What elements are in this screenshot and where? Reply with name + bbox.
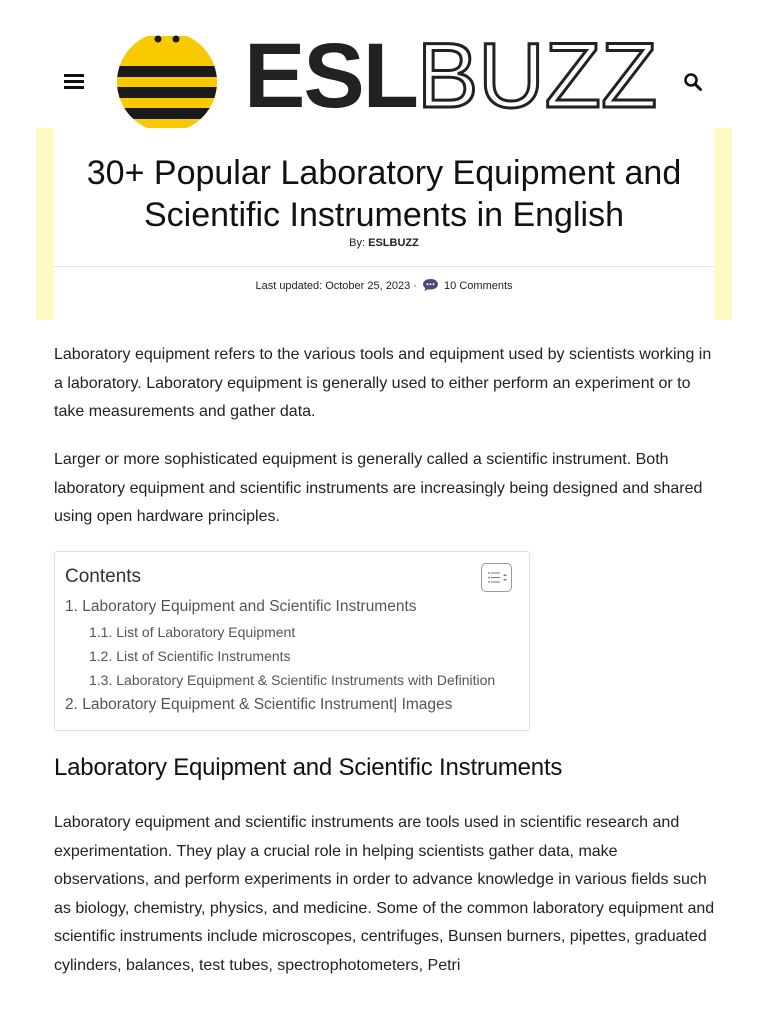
- toc-link[interactable]: 1.1. List of Laboratory Equipment: [89, 624, 296, 640]
- intro-paragraph-2: Larger or more sophisticated equipment is generally called a scientific instrument. Both laboratory equipment and scientific instruments are increasingly being designed and shared using open hardware principles.: [54, 451, 703, 525]
- logo-buzz-text: BUZZ: [416, 25, 658, 127]
- section-heading: Laboratory Equipment and Scientific Instruments: [54, 754, 563, 781]
- table-of-contents: [54, 551, 530, 731]
- post-title-line1: 30+ Popular Laboratory Equipment and: [86, 154, 682, 192]
- toc-title: Contents: [65, 566, 142, 587]
- byline: [54, 237, 714, 249]
- divider: [54, 266, 714, 267]
- toc-link[interactable]: 2. Laboratory Equipment & Scientific Instrument| Images: [65, 696, 453, 713]
- post-header: [54, 128, 714, 320]
- bee-logo-icon[interactable]: [117, 30, 217, 128]
- toc-link[interactable]: 1.2. List of Scientific Instruments: [89, 648, 291, 664]
- site-logo-wordmark[interactable]: [244, 25, 658, 127]
- post-title: [54, 152, 714, 236]
- author-link[interactable]: ESLBUZZ: [368, 237, 419, 249]
- section-paragraph-1: Laboratory equipment and scientific instruments are tools used in scientific research and experimentation. They play a crucial role in helping scientists gather data, make observations, and perform experiments in order to advance knowledge in various fields such as biology, chemistry, physics, and medicine. Some of the common laboratory equipment and scientific instruments include microscopes, centrifuges, Bunsen burners, pipettes, graduated cylinders, balances, test tubes, spectrophotometers, Petri: [54, 814, 715, 974]
- list-toggle-icon: [482, 564, 511, 591]
- comment-bubble-icon: [422, 278, 439, 292]
- site-header: [0, 0, 768, 128]
- search-icon[interactable]: [683, 72, 703, 92]
- hamburger-menu-icon[interactable]: [64, 74, 84, 92]
- toc-toggle-button[interactable]: [481, 563, 512, 592]
- byline-prefix: By:: [349, 237, 366, 249]
- post-title-line2: Scientific Instruments in English: [144, 196, 624, 234]
- toc-link[interactable]: 1.3. Laboratory Equipment & Scientific Instruments with Definition: [89, 672, 496, 688]
- post-meta: [54, 278, 714, 292]
- intro-paragraph-1: Laboratory equipment refers to the various tools and equipment used by scientists working in a laboratory. Laboratory equipment is generally used to either perform an experiment or to take measurements and gather data.: [54, 346, 712, 420]
- toc-link[interactable]: 1. Laboratory Equipment and Scientific Instruments: [65, 598, 417, 615]
- comments-link[interactable]: 10 Comments: [444, 280, 513, 292]
- logo-esl-text: ESL: [244, 25, 417, 127]
- last-updated: Last updated: October 25, 2023 ·: [255, 280, 417, 292]
